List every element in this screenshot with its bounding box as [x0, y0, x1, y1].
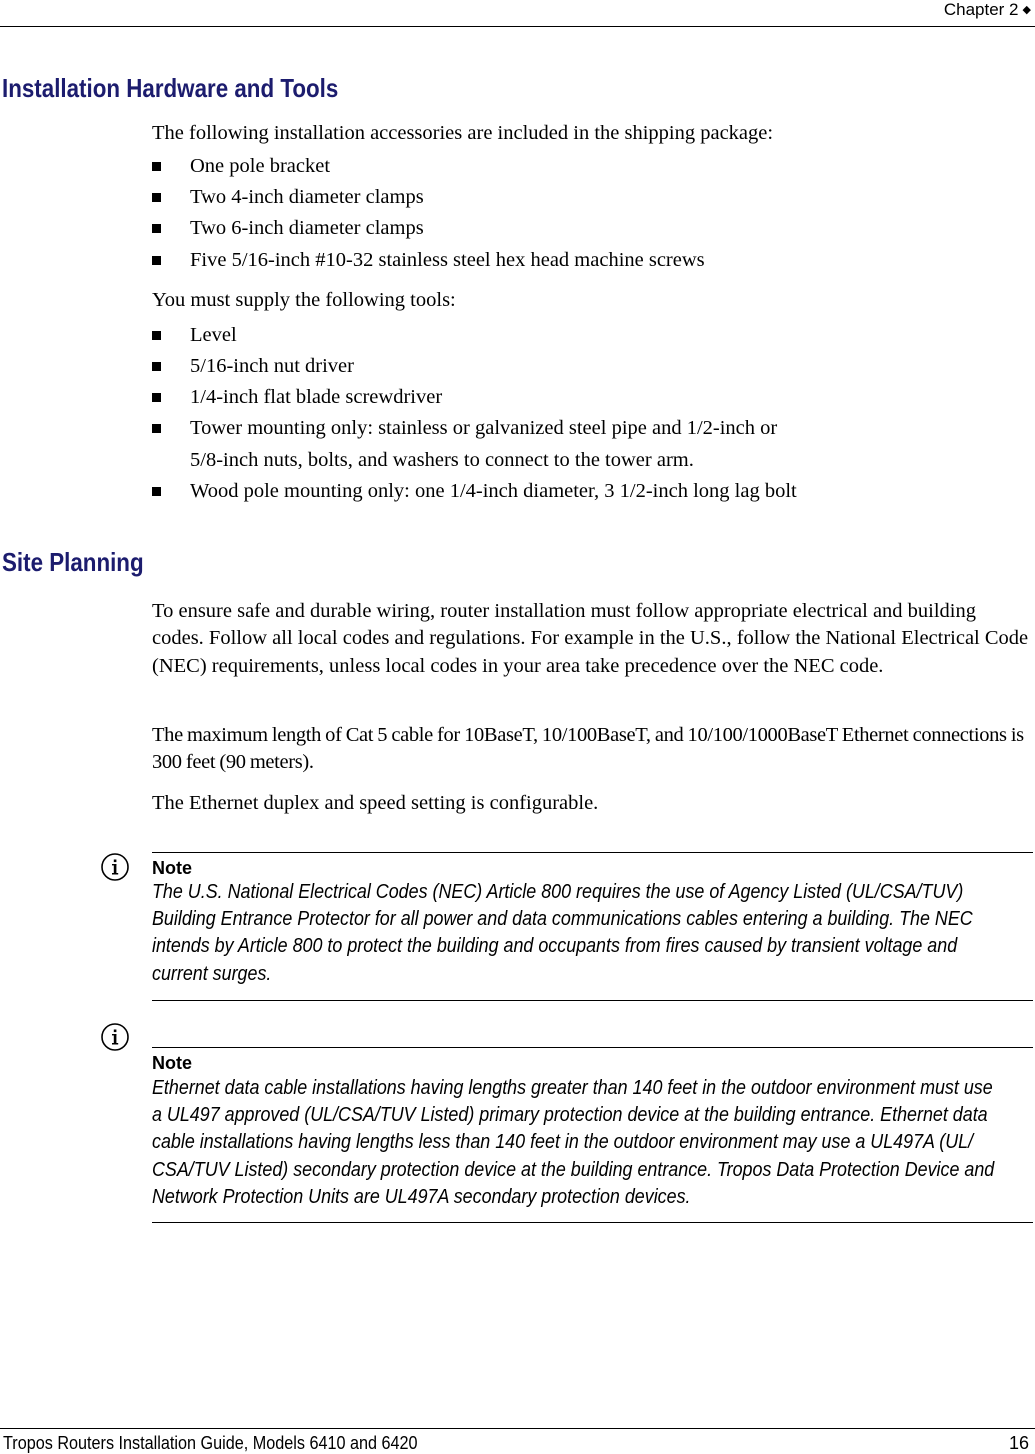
bullet-icon	[152, 331, 161, 340]
footer-rule	[0, 1428, 1035, 1429]
bullet-icon	[152, 162, 161, 171]
bullet-icon	[152, 193, 161, 202]
header-rule	[0, 26, 1035, 27]
accessories-intro: The following installation accessories are included in the shipping package:	[152, 122, 774, 144]
bullet-icon	[152, 393, 161, 402]
note-label: Note	[152, 858, 192, 878]
tools-intro: You must supply the following tools:	[152, 289, 456, 311]
note-body: Ethernet data cable installations having lengths greater than 140 feet in the outdoor environment must use a UL497 approved (UL/CSA/TUV Listed) primary protection device at the building entrance. Ethernet data cable installations having lengths less than 140 feet in the outdoor environment may use a UL497A (UL/ CSA/TUV Listed) secondary protection device at the building entrance. Tropos Data Protection Device and Network Protection Units are UL497A secondary protection devices.	[152, 1076, 995, 1208]
bullet-icon	[152, 362, 161, 371]
paragraph-cable-length: The maximum length of Cat 5 cable for 10BaseT, 10/100BaseT, and 10/100/1000BaseT Ethernet connections is 300 feet (90 meters).	[152, 724, 1024, 774]
bullet-icon	[152, 256, 161, 265]
bullet-icon	[152, 487, 161, 496]
note-top-rule	[152, 1047, 1033, 1048]
bullet-icon	[152, 224, 161, 233]
bullet-icon	[152, 424, 161, 433]
note-label: Note	[152, 1053, 192, 1073]
section-heading-site-planning: Site Planning	[2, 547, 144, 577]
page-number: 16	[1008, 1433, 1029, 1453]
paragraph-codes: To ensure safe and durable wiring, router installation must follow appropriate electrical and building codes. Follow all local codes and regulations. For example in the U.S., follow the National Electrical Code (NEC) requirements, unless local codes in your area take precedence over the NEC code.	[152, 600, 1029, 677]
diamond-icon: ◆	[1022, 4, 1031, 16]
note-bottom-rule	[152, 1222, 1033, 1223]
running-header	[944, 0, 1031, 20]
section-heading-installation: Installation Hardware and Tools	[2, 73, 339, 103]
note-bottom-rule	[152, 1000, 1033, 1001]
paragraph-duplex: The Ethernet duplex and speed setting is configurable.	[152, 792, 599, 814]
note-top-rule	[152, 852, 1033, 853]
chapter-label: Chapter 2	[943, 0, 1019, 19]
info-icon	[100, 1022, 130, 1052]
note-body: The U.S. National Electrical Codes (NEC) Article 800 requires the use of Agency Listed (UL/CSA/TUV) Building Entrance Protector for all power and data communications cables entering a building. The NEC intends by Article 800 to protect the building and occupants from fires caused by transient voltage and current surges.	[152, 880, 973, 985]
info-icon	[100, 852, 130, 882]
footer-title: Tropos Routers Installation Guide, Models 6410 and 6420	[3, 1433, 418, 1453]
